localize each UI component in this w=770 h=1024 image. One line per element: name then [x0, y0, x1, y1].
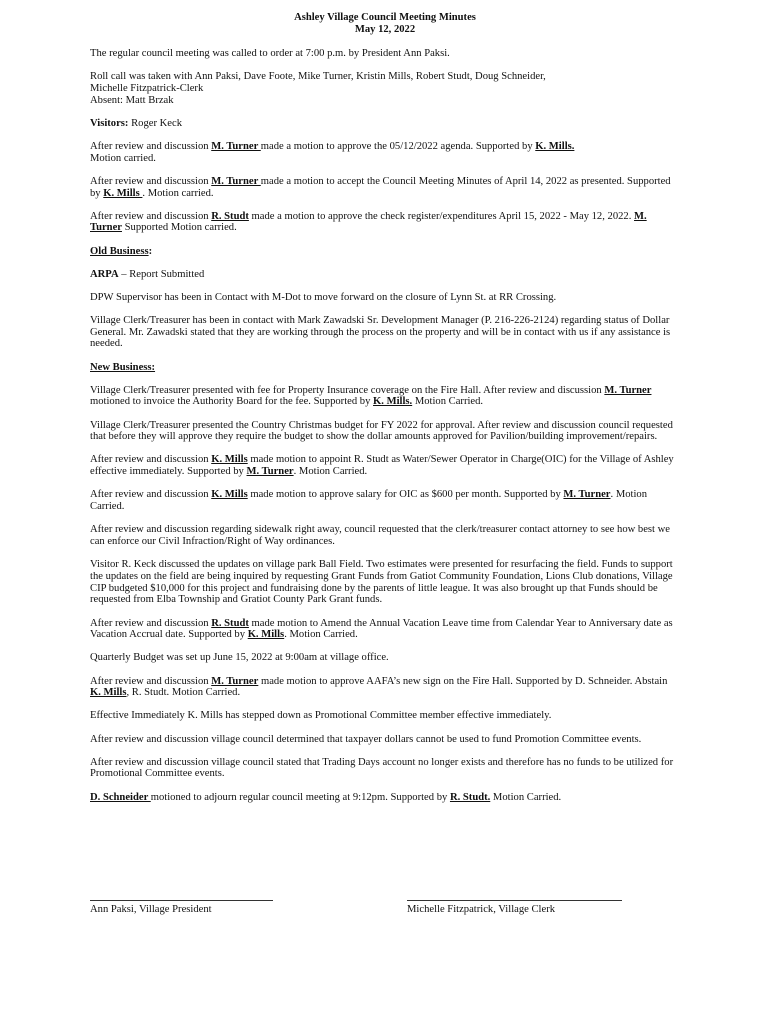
signature-line	[407, 900, 622, 901]
supporter-name: K. Mills	[103, 187, 143, 199]
visitors	[90, 118, 680, 130]
meeting-date: May 12, 2022	[354, 24, 416, 35]
oic-salary-item	[90, 489, 680, 513]
adjournment	[90, 792, 680, 804]
motion-text: made a motion to accept the Council Meeting Minutes of April 14, 2022 as presented. Supported by	[90, 175, 671, 199]
motion-agenda	[90, 141, 680, 165]
clerk-signature	[407, 900, 622, 916]
mover-name: K. Mills	[211, 454, 248, 466]
mover-name: M. Turner	[211, 140, 261, 152]
motion-text: made motion to Amend the Annual Vacation Leave time from Calendar Year to Anniversary date as Vacation Accrual date. Supported by	[90, 617, 673, 641]
mover-name: M. Turner	[604, 384, 652, 396]
quarterly-budget-item: Quarterly Budget was set up June 15, 2022 at 9:00am at village office.	[90, 652, 389, 664]
motion-text: After review and discussion	[90, 140, 212, 152]
dollar-general-item: Village Clerk/Treasurer has been in contact with Mark Zawadski Sr. Development Manager (P. 216-226-2124) regarding status of Dollar General. Mr. Zawadski stated that they are working through the process on the property and will be in contact with us if any assistance is needed.	[90, 314, 671, 350]
supporter-name: M. Turner	[90, 210, 647, 234]
motion-result: Supported Motion carried.	[121, 222, 237, 234]
roll-call-line-1: Roll call was taken with Ann Paksi, Dave Foote, Mike Turner, Kristin Mills, Robert Studt, Doug Schneider,	[90, 71, 546, 83]
vacation-leave-item	[90, 618, 680, 642]
sidewalk-item: After review and discussion regarding sidewalk right away, council requested that the clerk/treasurer contact attorney to see how best we can enforce our Civil Infraction/Right of Way ordinances.	[90, 524, 670, 547]
motion-result: . Motion Carried.	[293, 466, 368, 478]
motion-result: . Motion Carried.	[90, 489, 648, 513]
motion-result: Motion carried.	[90, 152, 156, 164]
motion-minutes	[90, 176, 680, 200]
mover-name: R. Studt	[211, 617, 249, 629]
oic-appointment-item	[90, 454, 680, 478]
motion-text: made motion to approve salary for OIC as $600 per month. Supported by	[247, 489, 564, 501]
motion-text: Village Clerk/Treasurer presented with fee for Property Insurance coverage on the Fire Hall. After review and discussion	[90, 384, 605, 396]
mover-name: D. Schneider	[90, 791, 151, 803]
mover-name: M. Turner	[211, 175, 261, 187]
arpa-label: ARPA	[90, 268, 119, 280]
arpa-text: – Report Submitted	[118, 268, 205, 280]
motion-text: After review and discussion	[90, 675, 212, 687]
motion-text: After review and discussion	[90, 210, 212, 222]
motion-text: made a motion to approve the 05/12/2022 agenda. Supported by	[260, 140, 536, 152]
mover-name: K. Mills	[211, 489, 248, 501]
signature-line	[90, 900, 273, 901]
document-header	[90, 12, 680, 36]
supporter-name: K. Mills.	[373, 396, 413, 408]
new-business-label: New Business:	[90, 361, 156, 373]
motion-text: motioned to adjourn regular council meeting at 9:12pm. Supported by	[150, 791, 450, 803]
taxpayer-dollars-item: After review and discussion village council determined that taxpayer dollars cannot be used to fund Promotion Committee events.	[90, 733, 642, 745]
motion-result: , R. Studt. Motion Carried.	[126, 687, 241, 699]
roll-call	[90, 71, 680, 106]
motion-result: Motion Carried.	[490, 791, 562, 803]
call-to-order: The regular council meeting was called to order at 7:00 p.m. by President Ann Paksi.	[90, 48, 450, 59]
motion-text: After review and discussion	[90, 454, 212, 466]
supporter-name: M. Turner	[563, 489, 611, 501]
motion-check-register	[90, 211, 680, 235]
trading-days-item: After review and discussion village council stated that Trading Days account no longer exists and therefore has no funds to be utilized for Promotional Committee events.	[90, 756, 674, 780]
ball-field-item: Visitor R. Keck discussed the updates on village park Ball Field. Two estimates were presented for resurfacing the field. Funds to support the updates on the field are being inquired by requesting Grant Funds from Gatiot Community Foundation, Lions Club donations, Village CIP budgeted $10,000 for this project and fundraising done by the parents of little league. It was also brought up that Funds should be requested from Elba Township and Gratiot County Park Grant funds.	[90, 559, 673, 606]
mover-name: R. Studt	[211, 210, 249, 222]
motion-text: After review and discussion	[90, 489, 212, 501]
motion-result: Motion Carried.	[412, 396, 484, 408]
clerk-name: Michelle Fitzpatrick, Village Clerk	[407, 904, 556, 915]
absent-line: Absent: Matt Brzak	[90, 94, 174, 106]
aafa-sign-item	[90, 676, 680, 700]
minutes-page	[90, 12, 680, 815]
mover-name: M. Turner	[211, 675, 259, 687]
motion-result: . Motion carried.	[142, 187, 214, 199]
new-business-heading	[90, 362, 680, 374]
motion-text: made motion to approve AAFA’s new sign on the Fire Hall. Supported by D. Schneider. Abstain	[258, 675, 668, 687]
visitors-label: Visitors:	[90, 117, 129, 129]
supporter-name: K. Mills	[247, 629, 285, 641]
roll-call-line-2: Michelle Fitzpatrick-Clerk	[90, 82, 204, 94]
supporter-name: R. Studt.	[449, 791, 491, 803]
supporter-name: M. Turner	[246, 466, 294, 478]
motion-result: . Motion Carried.	[284, 629, 358, 641]
insurance-item	[90, 385, 680, 409]
document-title: Ashley Village Council Meeting Minutes	[294, 12, 476, 23]
president-name: Ann Paksi, Village President	[90, 904, 212, 915]
motion-text: made a motion to approve the check register/expenditures April 15, 2022 - May 12, 2022.	[248, 210, 635, 222]
arpa-item	[90, 269, 680, 281]
abstain-name: K. Mills	[90, 687, 127, 699]
president-signature	[90, 900, 273, 916]
motion-text: motioned to invoice the Authority Board for the fee. Supported by	[90, 396, 374, 408]
motion-text: After review and discussion	[90, 617, 212, 629]
old-business-colon: :	[148, 245, 153, 257]
motion-text: made motion to appoint R. Studt as Water/Sewer Operator in Charge(OIC) for the Village of Ashley effective immediately. Supported by	[90, 454, 674, 478]
promotional-committee-item: Effective Immediately K. Mills has stepped down as Promotional Committee member effective immediately.	[90, 710, 552, 722]
supporter-name: K. Mills.	[535, 140, 575, 152]
visitors-text: Roger Keck	[128, 117, 182, 129]
dpw-item: DPW Supervisor has been in Contact with M-Dot to move forward on the closure of Lynn St. at RR Crossing.	[90, 291, 557, 303]
old-business-heading	[90, 246, 680, 258]
christmas-budget-item: Village Clerk/Treasurer presented the Country Christmas budget for FY 2022 for approval. After review and discussion council requested that before they will approve they require the budget to show the dollar amounts approved for Pavilion/building improvement/repairs.	[90, 419, 673, 443]
motion-text: After review and discussion	[90, 175, 212, 187]
old-business-label: Old Business	[90, 245, 149, 257]
